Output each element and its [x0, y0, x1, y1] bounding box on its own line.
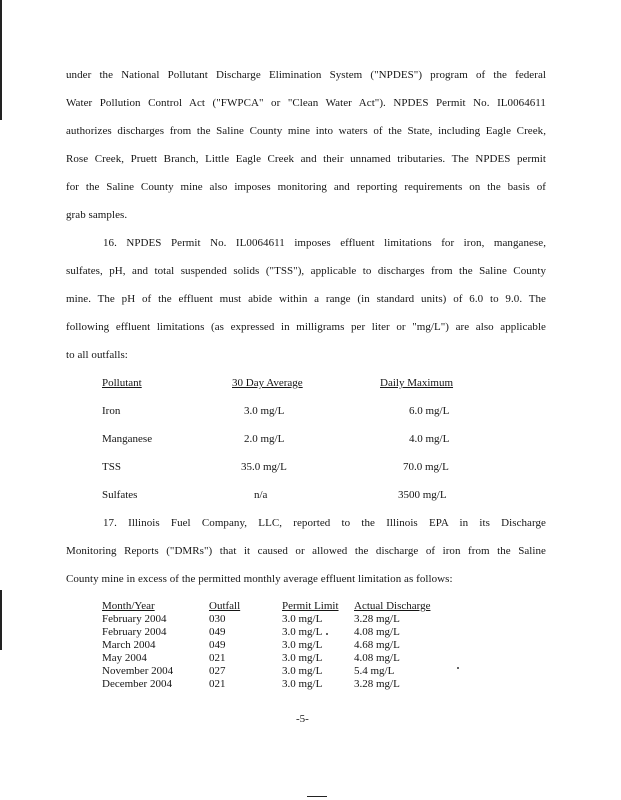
- table-cell: 049: [209, 626, 226, 638]
- scan-speck: [457, 667, 459, 669]
- scan-edge-mark: [0, 590, 2, 650]
- table-cell: March 2004: [102, 639, 156, 651]
- table-cell: November 2004: [102, 665, 174, 677]
- text-line: Rose Creek, Pruett Branch, Little Eagle Creek and their unnamed tributaries. The NPDES permit: [66, 153, 546, 165]
- page-number: -5-: [296, 713, 309, 725]
- table-cell: February 2004: [102, 613, 167, 625]
- table-cell: 3500 mg/L: [398, 489, 447, 501]
- table-cell: 049: [209, 639, 226, 651]
- table-cell: 3.0 mg/L: [282, 652, 323, 664]
- column-header: Permit Limit: [282, 600, 339, 612]
- text-line: grab samples.: [66, 209, 128, 221]
- text-line: for the Saline County mine also imposes monitoring and reporting requirements on the basis of: [66, 181, 546, 193]
- table-cell: 030: [209, 613, 226, 625]
- table-cell: 3.0 mg/L: [282, 639, 323, 651]
- scan-edge-mark: [307, 796, 327, 797]
- table-cell: 3.0 mg/L: [282, 626, 323, 638]
- table-cell: 4.0 mg/L: [409, 433, 450, 445]
- table-cell: 70.0 mg/L: [403, 461, 449, 473]
- table-cell: 3.0 mg/L: [282, 613, 323, 625]
- table-cell: 3.28 mg/L: [354, 613, 400, 625]
- table-cell: 5.4 mg/L: [354, 665, 395, 677]
- text-line: Water Pollution Control Act ("FWPCA" or "Clean Water Act"). NPDES Permit No. IL0064611: [66, 97, 546, 109]
- text-line: mine. The pH of the effluent must abide within a range (in standard units) of 6.0 to 9.0. The: [66, 293, 546, 305]
- table-cell: Iron: [102, 405, 121, 417]
- text-line: County mine in excess of the permitted monthly average effluent limitation as follows:: [66, 573, 453, 585]
- text-line: 17. Illinois Fuel Company, LLC, reported to the Illinois EPA in its Discharge: [103, 517, 546, 529]
- column-header: Pollutant: [102, 377, 142, 389]
- table-cell: May 2004: [102, 652, 147, 664]
- table-cell: 021: [209, 678, 226, 690]
- table-cell: 4.08 mg/L: [354, 626, 400, 638]
- table-cell: n/a: [254, 489, 268, 501]
- table-cell: TSS: [102, 461, 121, 473]
- text-line: under the National Pollutant Discharge Elimination System ("NPDES") program of the federal: [66, 69, 546, 81]
- table-cell: 3.0 mg/L: [282, 665, 323, 677]
- column-header: 30 Day Average: [232, 377, 303, 389]
- scan-speck: [326, 633, 328, 635]
- text-line: 16. NPDES Permit No. IL0064611 imposes effluent limitations for iron, manganese,: [103, 237, 546, 249]
- column-header: Actual Discharge: [354, 600, 431, 612]
- table-cell: 4.08 mg/L: [354, 652, 400, 664]
- table-cell: 021: [209, 652, 226, 664]
- table-cell: 2.0 mg/L: [244, 433, 285, 445]
- text-line: to all outfalls:: [66, 349, 128, 361]
- column-header: Daily Maximum: [380, 377, 454, 389]
- scan-edge-mark: [0, 0, 2, 120]
- table-cell: 35.0 mg/L: [241, 461, 287, 473]
- table-cell: 6.0 mg/L: [409, 405, 450, 417]
- table-cell: Manganese: [102, 433, 153, 445]
- text-line: Monitoring Reports ("DMRs") that it caused or allowed the discharge of iron from the Saline: [66, 545, 546, 557]
- table-cell: 3.0 mg/L: [282, 678, 323, 690]
- column-header: Month/Year: [102, 600, 155, 612]
- text-line: authorizes discharges from the Saline County mine into waters of the State, including Eagle Creek,: [66, 125, 546, 137]
- table-cell: Sulfates: [102, 489, 138, 501]
- text-line: sulfates, pH, and total suspended solids ("TSS"), applicable to discharges from the Saline County: [66, 265, 546, 277]
- table-cell: 4.68 mg/L: [354, 639, 400, 651]
- text-line: following effluent limitations (as expressed in milligrams per liter or "mg/L") are also applicable: [66, 321, 546, 333]
- table-cell: 3.0 mg/L: [244, 405, 285, 417]
- table-cell: February 2004: [102, 626, 167, 638]
- column-header: Outfall: [209, 600, 241, 612]
- table-cell: 027: [209, 665, 226, 677]
- table-cell: December 2004: [102, 678, 172, 690]
- table-cell: 3.28 mg/L: [354, 678, 400, 690]
